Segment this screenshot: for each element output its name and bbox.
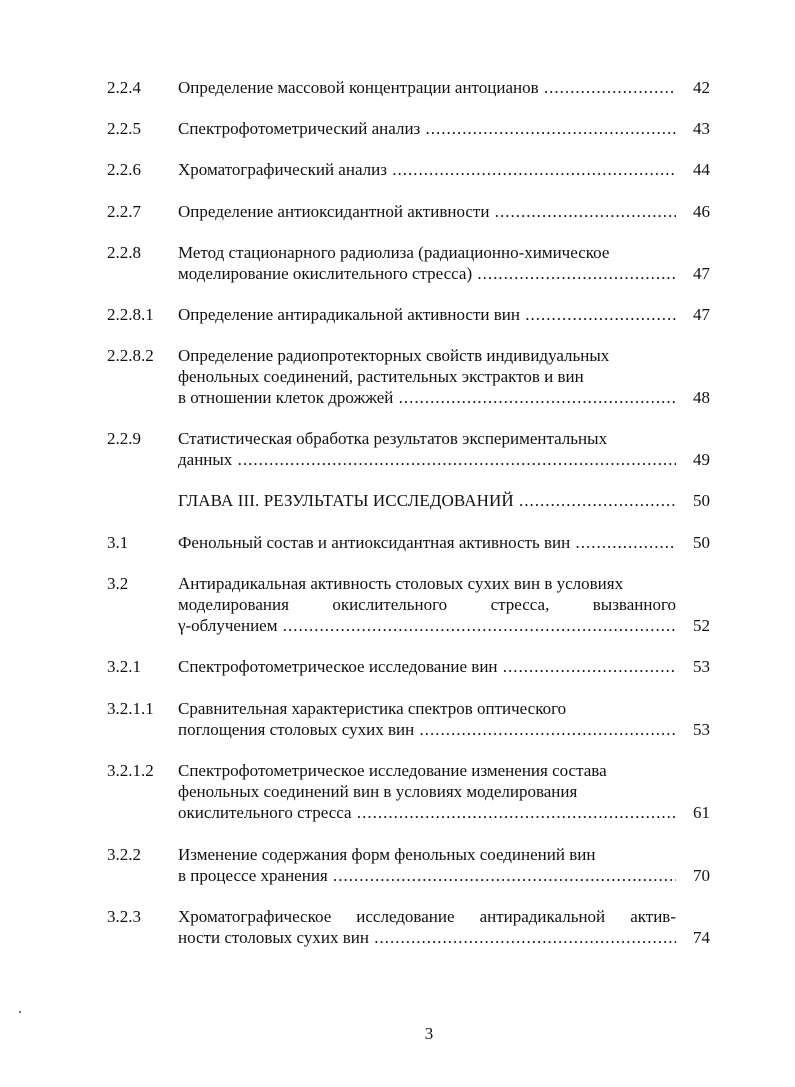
toc-entry [0, 699, 795, 721]
toc-page: 50 [693, 491, 710, 510]
toc-number: 2.2.8 [107, 243, 141, 262]
toc-entry-continuation [0, 803, 795, 825]
toc-entry-continuation [0, 928, 795, 950]
toc-entry [0, 346, 795, 368]
toc-page: 61 [693, 803, 710, 822]
toc-entry [0, 574, 795, 596]
toc-entry-continuation [0, 450, 795, 472]
toc-page: 70 [693, 866, 710, 885]
toc-page: 53 [693, 657, 710, 676]
toc-entry [0, 429, 795, 451]
toc-entry-continuation [0, 782, 795, 804]
toc-title: Определение антиоксидантной активности ..... [178, 202, 676, 222]
toc-entry-continuation [0, 595, 795, 617]
toc-title: Статистическая обработка результатов экспериментальных [178, 429, 608, 448]
toc-title: Спектрофотометрическое исследование изменения состава [178, 761, 607, 780]
toc-title: γ-облучением ..... [178, 616, 676, 636]
toc-page: 42 [693, 78, 710, 97]
toc-number: 2.2.8.2 [107, 346, 154, 365]
toc-chapter-heading [0, 491, 795, 513]
toc-title: ности столовых сухих вин ..... [178, 928, 676, 948]
toc-entry [0, 243, 795, 265]
toc-page: 52 [693, 616, 710, 635]
toc-title: Определение массовой концентрации антоцианов ..... [178, 78, 676, 98]
toc-page: 47 [693, 264, 710, 283]
toc-title: поглощения столовых сухих вин ..... [178, 720, 676, 740]
toc-page: 50 [693, 533, 710, 552]
toc-entry [0, 533, 795, 555]
toc-title: Хроматографическое исследование антирадикальной актив- [178, 907, 676, 926]
toc-page: 43 [693, 119, 710, 138]
toc-page: 44 [693, 160, 710, 179]
toc-number: 3.2.2 [107, 845, 141, 864]
toc-number: 3.2 [107, 574, 129, 593]
toc-title: окислительного стресса ..... [178, 803, 676, 823]
toc-entry [0, 305, 795, 327]
page-number: 3 [424, 1024, 434, 1043]
toc-number: 2.2.9 [107, 429, 141, 448]
toc-entry [0, 845, 795, 867]
toc-title: моделирования окислительного стресса, вызванного [178, 595, 676, 614]
toc-entry [0, 202, 795, 224]
toc-entry-continuation [0, 720, 795, 742]
toc-number: 2.2.6 [107, 160, 141, 179]
toc-title: Определение антирадикальной активности вин ..... [178, 305, 676, 325]
toc-title: в отношении клеток дрожжей ..... [178, 388, 676, 408]
toc-title: Фенольный состав и антиоксидантная активность вин ..... [178, 533, 676, 553]
toc-number: 2.2.5 [107, 119, 141, 138]
toc-page: 46 [693, 202, 710, 221]
toc-entry [0, 761, 795, 783]
toc-number: 2.2.7 [107, 202, 141, 221]
toc-page: 53 [693, 720, 710, 739]
toc-entry [0, 657, 795, 679]
toc-title: моделирование окислительного стресса) ..... [178, 264, 676, 284]
toc-page: 49 [693, 450, 710, 469]
toc-title: Метод стационарного радиолиза (радиационно-химическое [178, 243, 610, 262]
toc-entry-continuation [0, 866, 795, 888]
toc-number: 3.2.1.2 [107, 761, 154, 780]
toc-title: Сравнительная характеристика спектров оптического [178, 699, 567, 718]
toc-number: 2.2.4 [107, 78, 141, 97]
toc-number: 2.2.8.1 [107, 305, 154, 324]
toc-title: ГЛАВА III. РЕЗУЛЬТАТЫ ИССЛЕДОВАНИЙ ..... [178, 491, 676, 511]
toc-page: 47 [693, 305, 710, 324]
toc-title: Определение радиопротекторных свойств индивидуальных [178, 346, 610, 365]
toc-title: данных ..... [178, 450, 676, 470]
toc-number: 3.2.1 [107, 657, 141, 676]
toc-entry-continuation [0, 388, 795, 410]
toc-entry-continuation [0, 616, 795, 638]
toc-entry-continuation [0, 367, 795, 389]
toc-title: Антирадикальная активность столовых сухих вин в условиях [178, 574, 624, 593]
toc-number: 3.2.3 [107, 907, 141, 926]
toc-entry [0, 78, 795, 100]
toc-title: Спектрофотометрический анализ ..... [178, 119, 676, 139]
toc-page: 74 [693, 928, 710, 947]
toc-number: 3.2.1.1 [107, 699, 154, 718]
toc-title: Спектрофотометрическое исследование вин ..... [178, 657, 676, 677]
toc-title: в процессе хранения ..... [178, 866, 676, 886]
toc-title: Изменение содержания форм фенольных соединений вин [178, 845, 596, 864]
toc-title: фенольных соединений вин в условиях моделирования [178, 782, 578, 801]
toc-entry [0, 160, 795, 182]
toc-title: Хроматографический анализ ..... [178, 160, 676, 180]
toc-entry-continuation [0, 264, 795, 286]
toc-page: 48 [693, 388, 710, 407]
toc-entry [0, 119, 795, 141]
toc-entry [0, 907, 795, 929]
scan-speck [19, 1011, 21, 1013]
toc-number: 3.1 [107, 533, 129, 552]
toc-title: фенольных соединений, растительных экстрактов и вин [178, 367, 584, 386]
